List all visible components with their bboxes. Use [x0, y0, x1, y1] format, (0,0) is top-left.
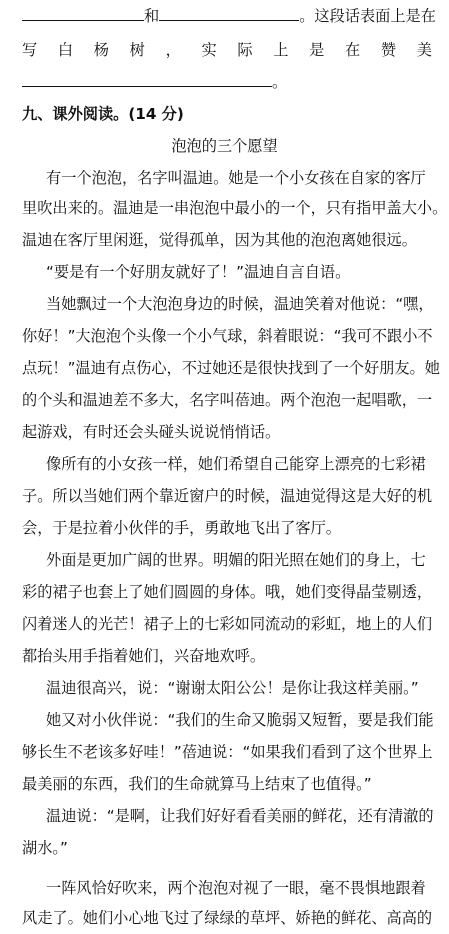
passage-line: 当她飘过一个大泡泡身边的时候，温迪笑着对他说：“嘿， — [46, 295, 434, 313]
section-heading: 九、课外阅读。(14 分) — [22, 105, 184, 123]
answer-blank-2[interactable] — [159, 6, 299, 21]
passage-line: 闪着迷人的光芒！裙子上的七彩如同流动的彩虹，地上的人们 — [22, 615, 433, 633]
passage-line: 都抬头用手指着她们，兴奋地欢呼。 — [22, 647, 265, 665]
passage-line: 点玩！”温迪有点伤心，不过她还是很快找到了一个好朋友。她 — [22, 359, 440, 377]
passage-line: 像所有的小女孩一样，她们希望自己能穿上漂亮的七彩裙 — [46, 455, 426, 473]
passage-line: 温迪很高兴，说：“谢谢太阳公公！是你让我这样美丽。” — [46, 679, 419, 697]
passage-line: 温迪说：“是啊，让我们好好看看美丽的鲜花，还有清澈的 — [46, 807, 434, 825]
spaced-char: 白 — [57, 41, 74, 59]
passage-line: 湖水。” — [22, 839, 68, 857]
passage-line: 温迪在客厅里闲逛，觉得孤单，因为其他的泡泡离她很远。 — [22, 231, 417, 249]
passage-line: 的个头和温迪差不多大，名字叫蓓迪。两个泡泡一起唱歌，一 — [22, 391, 433, 409]
fill-blank-line-1: 和 。这段话表面上是在 — [22, 6, 436, 26]
spaced-char: 美 — [416, 41, 432, 59]
spaced-char: 赞 — [380, 41, 397, 59]
spaced-char: 杨 — [93, 41, 109, 59]
spaced-char: 实 — [201, 41, 217, 59]
passage-line: 最美丽的东西，我们的生命就算马上结束了也值得。” — [22, 775, 372, 793]
passage-line: 里吹出来的。温迪是一串泡泡中最小的一个，只有指甲盖大小。 — [22, 199, 448, 217]
spaced-char: 是 — [309, 41, 325, 59]
passage-line: 外面是更加广阔的世界。明媚的阳光照在她们的身上，七 — [46, 551, 426, 569]
passage-line: 会，于是拉着小伙伴的手，勇敢地飞出了客厅。 — [22, 519, 341, 537]
passage-line: 你好！”大泡泡个头像一个小气球，斜着眼说：“我可不跟小不 — [22, 327, 433, 345]
spaced-char: 树 — [129, 41, 145, 59]
answer-blank-3[interactable] — [22, 72, 272, 87]
passage-line: 够长生不老该多好哇！”蓓迪说：“如果我们看到了这个世界上 — [22, 743, 433, 761]
passage-line: 有一个泡泡，名字叫温迪。她是一个小女孩在自家的客厅 — [46, 169, 426, 187]
passage-line: 子。所以当她们两个靠近窗户的时候，温迪觉得这是大好的机 — [22, 487, 433, 505]
spaced-char: 际 — [237, 41, 253, 59]
passage-line: 风走了。她们小心地飞过了绿绿的草坪、娇艳的鲜花、高高的 — [22, 909, 433, 927]
passage-line: 彩的裙子也套上了她们圆圆的身体。哦，她们变得晶莹剔透， — [22, 583, 433, 601]
passage-line: 起游戏，有时还会头碰头说说悄悄话。 — [22, 423, 281, 441]
spaced-char: 写 — [22, 41, 38, 59]
spaced-char: 在 — [345, 41, 361, 59]
fill-blank-line-3: 。 — [22, 72, 287, 92]
answer-blank-1[interactable] — [22, 6, 144, 21]
passage-line: 她又对小伙伴说：“我们的生命又脆弱又短暂，要是我们能 — [46, 711, 434, 729]
spaced-char: 上 — [273, 41, 289, 59]
passage-line: “要是有一个好朋友就好了！”温迪自言自语。 — [46, 263, 351, 281]
spaced-char: ， — [165, 41, 181, 59]
passage-line: 一阵风恰好吹来，两个泡泡对视了一眼，毫不畏惧地跟着 — [46, 879, 426, 897]
passage-title: 泡泡的三个愿望 — [171, 137, 278, 155]
fill-blank-line-2 — [22, 40, 432, 60]
